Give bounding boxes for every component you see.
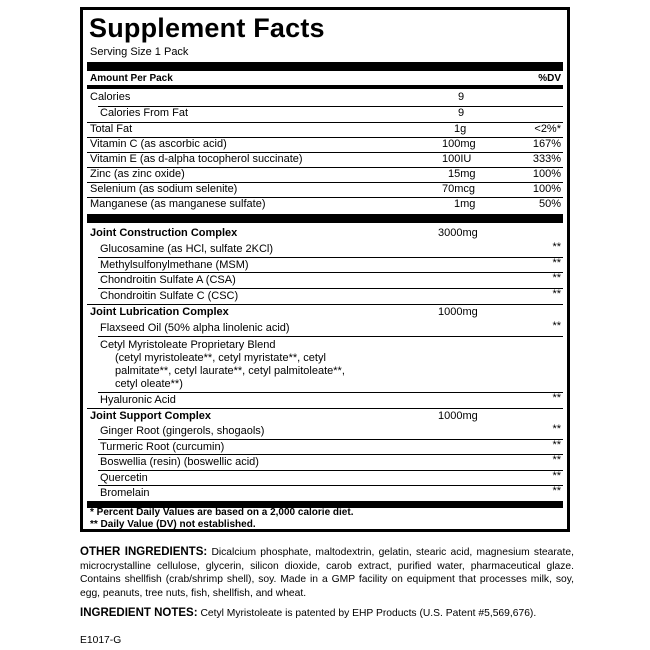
nutrient-dv: 100% — [532, 168, 561, 180]
ingredient-name: Flaxseed Oil (50% alpha linolenic acid) — [100, 322, 290, 334]
row-divider — [98, 439, 563, 440]
medium-divider — [87, 85, 563, 89]
serving-size: Serving Size 1 Pack — [90, 46, 189, 58]
ingredient-dv: ** — [552, 257, 561, 269]
nutrient-dv: 100% — [532, 183, 561, 195]
row-divider — [98, 470, 563, 471]
ingredient-notes-text: Cetyl Myristoleate is patented by EHP Products (U.S. Patent #5,569,676). — [200, 608, 537, 619]
row-divider — [87, 408, 563, 409]
column-header — [87, 71, 563, 85]
row-divider — [87, 122, 563, 123]
nutrient-dv: 167% — [532, 138, 561, 150]
nutrient-amount: 1mg — [454, 198, 476, 210]
ingredient-name: Turmeric Root (curcumin) — [100, 441, 225, 453]
ingredient-name: Hyaluronic Acid — [100, 394, 176, 406]
ingredient-dv: ** — [552, 272, 561, 284]
ingredient-dv: ** — [552, 439, 561, 451]
panel-title: Supplement Facts — [89, 13, 325, 43]
ingredient-name: Chondroitin Sulfate A (CSA) — [100, 274, 236, 286]
ingredient-dv: ** — [552, 423, 561, 435]
ingredient-name: Cetyl Myristoleate Proprietary Blend — [100, 339, 276, 351]
row-divider — [98, 257, 563, 258]
row-divider — [98, 454, 563, 455]
nutrient-name: Vitamin C (as ascorbic acid) — [90, 138, 227, 150]
ingredient-dv: ** — [552, 454, 561, 466]
footnote-dv: * Percent Daily Values are based on a 2,000 calorie diet. — [90, 507, 354, 518]
blend-detail: (cetyl myristoleate**, cetyl myristate**, cetyl — [115, 352, 326, 364]
blend-detail: palmitate**, cetyl laurate**, cetyl palmitoleate**, — [115, 365, 345, 377]
nutrient-name: Vitamin E (as d-alpha tocopherol succinate) — [90, 153, 303, 165]
supplement-facts-panel — [80, 7, 570, 532]
ingredient-dv: ** — [552, 470, 561, 482]
dv-header: %DV — [538, 73, 561, 84]
row-divider — [98, 485, 563, 486]
ingredient-name: Quercetin — [100, 472, 148, 484]
nutrient-name: Calories From Fat — [100, 107, 189, 119]
ingredient-dv: ** — [552, 288, 561, 300]
ingredient-name: Boswellia (resin) (boswellic acid) — [100, 456, 259, 468]
row-divider — [98, 272, 563, 273]
ingredient-dv: ** — [552, 241, 561, 253]
nutrient-amount: 15mg — [448, 168, 476, 180]
ingredient-dv: ** — [552, 392, 561, 404]
thick-divider — [87, 214, 563, 223]
nutrient-dv: 50% — [538, 198, 561, 210]
ingredient-name: Methylsulfonylmethane (MSM) — [100, 259, 249, 271]
nutrient-dv: 333% — [532, 153, 561, 165]
blend-detail: cetyl oleate**) — [115, 378, 183, 390]
ingredient-dv: ** — [552, 320, 561, 332]
nutrient-amount: 9 — [458, 91, 465, 103]
blend-name: Joint Lubrication Complex — [90, 306, 229, 318]
amount-header: Amount Per Pack — [90, 73, 173, 84]
ingredient-notes-label: INGREDIENT NOTES: — [80, 607, 198, 619]
ingredient-name: Glucosamine (as HCl, sulfate 2KCl) — [100, 243, 274, 255]
ingredient-dv: ** — [552, 485, 561, 497]
nutrient-name: Zinc (as zinc oxide) — [90, 168, 185, 180]
other-ingredients-label: OTHER INGREDIENTS: — [80, 546, 208, 558]
nutrient-name: Total Fat — [90, 123, 133, 135]
row-divider — [98, 288, 563, 289]
nutrient-dv: <2%* — [534, 123, 561, 135]
nutrient-name: Manganese (as manganese sulfate) — [90, 198, 266, 210]
footnote-not-established: ** Daily Value (DV) not established. — [90, 519, 256, 530]
blend-name: Joint Support Complex — [90, 410, 211, 422]
other-ingredients — [80, 546, 574, 601]
nutrient-amount: 70mcg — [442, 183, 476, 195]
blend-name: Joint Construction Complex — [90, 227, 238, 239]
nutrient-amount: 9 — [458, 107, 465, 119]
blend-amount: 1000mg — [438, 306, 478, 318]
other-ingredients-text: Dicalcium phosphate, maltodextrin, gelatin, stearic acid, magnesium stearate, microcrystalline cellulose, glycerin, silicon dioxide, carob extract, purified water, pharmaceutical glaze. Contains shellfish (crab/shrimp shell), soy. Made in a GMP facility on equipment that processes milk, soy, egg, peanuts, tree nuts, fish, shellfish, and wheat. — [80, 547, 574, 600]
ingredient-notes — [80, 607, 536, 620]
row-divider — [87, 304, 563, 305]
thick-divider — [87, 62, 563, 71]
row-divider — [98, 336, 563, 337]
product-code: E1017-G — [80, 635, 122, 646]
nutrient-amount: 100mg — [442, 138, 476, 150]
blend-amount: 1000mg — [438, 410, 478, 422]
nutrient-name: Selenium (as sodium selenite) — [90, 183, 238, 195]
nutrient-amount: 100IU — [442, 153, 472, 165]
ingredient-name: Bromelain — [100, 487, 150, 499]
ingredient-name: Ginger Root (gingerols, shogaols) — [100, 425, 265, 437]
ingredient-name: Chondroitin Sulfate C (CSC) — [100, 290, 239, 302]
nutrient-name: Calories — [90, 91, 131, 103]
blend-amount: 3000mg — [438, 227, 478, 239]
nutrient-amount: 1g — [454, 123, 467, 135]
row-divider — [98, 392, 563, 393]
